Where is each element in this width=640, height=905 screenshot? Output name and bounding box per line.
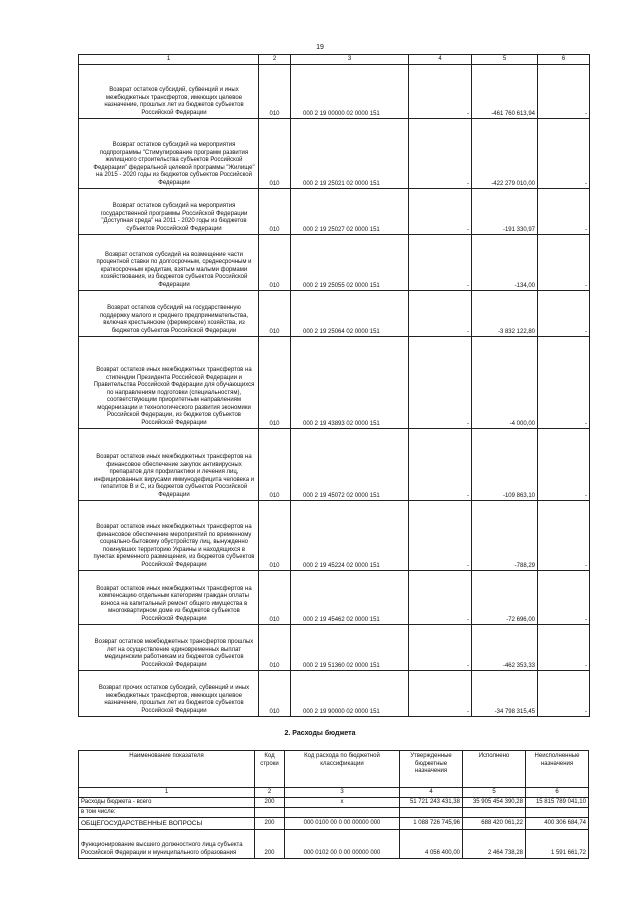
table-row [79, 808, 589, 818]
classification-code: 000 2 19 25064 02 0000 151 [291, 291, 409, 337]
executed-amount: -3 832 122,80 [472, 291, 538, 337]
unexecuted-amount: - [538, 235, 590, 291]
approved-amount: - [409, 571, 472, 625]
approved-amount: - [409, 291, 472, 337]
line-code: 010 [259, 119, 291, 189]
executed-amount: -4 000,00 [472, 337, 538, 429]
executed-amount: -788,29 [472, 501, 538, 571]
line-code: 010 [259, 291, 291, 337]
indicator-name: Возврат остатков иных межбюджетных трансфертов на финансовое обеспечение закупок антивирусных препаратов для профилактики и лечения лиц, инфицированных вирусами иммунодефицита человека и гепатитов B и C, из бюджетов субъектов Российской Федерации [79, 429, 259, 501]
classification-code: 000 0100 00 0 00 00000 000 [285, 818, 400, 830]
unexecuted-amount: - [538, 119, 590, 189]
unexecuted-amount: - [538, 65, 590, 119]
indicator-name: Расходы бюджета - всего [79, 798, 255, 808]
revenue-return-table [78, 54, 590, 717]
classification-code: 000 2 19 90000 02 0000 151 [291, 671, 409, 717]
classification-code: x [285, 798, 400, 808]
approved-amount [400, 808, 463, 818]
table-row [79, 337, 590, 429]
indicator-name: Возврат остатков субсидий, субвенций и иных межбюджетных трансфертов, имеющих целевое назначение, прошлых лет из бюджетов субъектов Российской Федерации [79, 65, 259, 119]
column-number: 4 [409, 55, 472, 65]
unexecuted-amount [526, 808, 589, 818]
classification-code: 000 2 19 45224 02 0000 151 [291, 501, 409, 571]
line-code: 010 [259, 189, 291, 235]
table-row [79, 189, 590, 235]
indicator-name: Возврат остатков иных межбюджетных трансфертов на компенсацию отдельным категориям граждан оплаты взноса на капитальный ремонт общего имущества в многоквартирном доме из бюджетов субъектов Российской Федерации [79, 571, 259, 625]
table-row [79, 818, 589, 830]
indicator-name: в том числе: [79, 808, 255, 818]
line-code: 010 [259, 625, 291, 671]
table-header-row [79, 55, 590, 65]
unexecuted-amount: - [538, 189, 590, 235]
approved-amount: - [409, 671, 472, 717]
column-number: 2 [255, 788, 285, 798]
executed-amount: -72 696,00 [472, 571, 538, 625]
column-number: 6 [538, 55, 590, 65]
indicator-name: Функционирование высшего должностного лица субъекта Российской Федерации и муниципального образования [79, 830, 255, 859]
line-code: 200 [255, 830, 285, 859]
executed-amount: -134,00 [472, 235, 538, 291]
indicator-name: Возврат прочих остатков субсидий, субвенций и иных межбюджетных трансфертов, имеющих целевое назначение, прошлых лет из бюджетов субъектов Российской Федерации [79, 671, 259, 717]
column-number: 6 [526, 788, 589, 798]
column-header: Наименование показателя [79, 751, 255, 788]
executed-amount: 35 905 454 390,28 [463, 798, 526, 808]
table-row [79, 830, 589, 859]
indicator-name: Возврат остатков субсидий на мероприятия государственной программы Российской Федерации "Доступная среда" на 2011 - 2020 годы из бюджетов субъектов Российской Федерации [79, 189, 259, 235]
indicator-name: Возврат остатков субсидий на государственную поддержку малого и среднего предпринимательства, включая крестьянские (фермерские) хозяйства, из бюджетов субъектов Российской Федерации [79, 291, 259, 337]
approved-amount: - [409, 235, 472, 291]
line-code: 010 [259, 337, 291, 429]
approved-amount: 4 056 400,00 [400, 830, 463, 859]
executed-amount [463, 808, 526, 818]
executed-amount: -34 798 315,45 [472, 671, 538, 717]
table-row [79, 571, 590, 625]
section-title: 2. Расходы бюджета [284, 730, 356, 737]
unexecuted-amount: - [538, 337, 590, 429]
classification-code: 000 2 19 51360 02 0000 151 [291, 625, 409, 671]
executed-amount: -422 279 010,00 [472, 119, 538, 189]
line-code: 010 [259, 571, 291, 625]
unexecuted-amount: - [538, 291, 590, 337]
classification-code: 000 2 19 43893 02 0000 151 [291, 337, 409, 429]
line-code: 200 [255, 798, 285, 808]
table-row [79, 625, 590, 671]
column-number: 3 [285, 788, 400, 798]
table-row [79, 65, 590, 119]
unexecuted-amount: - [538, 671, 590, 717]
table-row [79, 291, 590, 337]
column-number: 4 [400, 788, 463, 798]
approved-amount: - [409, 65, 472, 119]
indicator-name: ОБЩЕГОСУДАРСТВЕННЫЕ ВОПРОСЫ [79, 818, 255, 830]
executed-amount: 688 420 061,22 [463, 818, 526, 830]
column-header: Исполнено [463, 751, 526, 788]
classification-code: 000 2 19 45462 02 0000 151 [291, 571, 409, 625]
executed-amount: 2 464 738,28 [463, 830, 526, 859]
line-code: 010 [259, 429, 291, 501]
classification-code: 000 2 19 45072 02 0000 151 [291, 429, 409, 501]
line-code: 010 [259, 671, 291, 717]
column-number: 5 [463, 788, 526, 798]
executed-amount: -462 353,33 [472, 625, 538, 671]
column-header: Утвержденные бюджетные назначения [400, 751, 463, 788]
classification-code [285, 808, 400, 818]
approved-amount: - [409, 189, 472, 235]
column-number: 5 [472, 55, 538, 65]
column-header: Неисполненные назначения [526, 751, 589, 788]
column-number: 1 [79, 55, 259, 65]
column-index-row [79, 788, 589, 798]
approved-amount: - [409, 429, 472, 501]
classification-code: 000 2 19 25021 02 0000 151 [291, 119, 409, 189]
line-code: 200 [255, 818, 285, 830]
approved-amount: - [409, 625, 472, 671]
classification-code: 000 2 19 25027 02 0000 151 [291, 189, 409, 235]
table-row [79, 671, 590, 717]
line-code: 010 [259, 235, 291, 291]
approved-amount: - [409, 119, 472, 189]
unexecuted-amount: - [538, 429, 590, 501]
approved-amount: - [409, 337, 472, 429]
table-row [79, 119, 590, 189]
unexecuted-amount: - [538, 571, 590, 625]
unexecuted-amount: - [538, 501, 590, 571]
classification-code: 000 2 19 00000 02 0000 151 [291, 65, 409, 119]
executed-amount: -461 760 613,94 [472, 65, 538, 119]
unexecuted-amount: - [538, 625, 590, 671]
column-header: Код расхода по бюджетной классификации [285, 751, 400, 788]
indicator-name: Возврат остатков субсидий на возмещение части процентной ставки по долгосрочным, среднесрочным и краткосрочным кредитам, взятым малыми формами хозяйствования, из бюджетов субъектов Российской Федерации [79, 235, 259, 291]
line-code: 010 [259, 65, 291, 119]
approved-amount: 51 721 243 431,38 [400, 798, 463, 808]
executed-amount: -109 863,10 [472, 429, 538, 501]
classification-code: 000 0102 00 0 00 00000 000 [285, 830, 400, 859]
indicator-name: Возврат остатков субсидий на мероприятия подпрограммы "Стимулирование программ развития жилищного строительства субъектов Российской Федерации" федеральной целевой программы "Жилище" на 2015 - 2020 годы из бюджетов субъектов Российской Федерации [79, 119, 259, 189]
column-number: 3 [291, 55, 409, 65]
approved-amount: - [409, 501, 472, 571]
indicator-name: Возврат остатков иных межбюджетных трансфертов на финансовое обеспечение мероприятий по временному социально-бытовому обустройству лиц, вынужденно покинувших территорию Украины и находящихся в пунктах временного размещения, из бюджетов субъектов Российской Федерации [79, 501, 259, 571]
unexecuted-amount: 1 591 661,72 [526, 830, 589, 859]
table-row [79, 501, 590, 571]
line-code [255, 808, 285, 818]
column-number: 2 [259, 55, 291, 65]
page-number: 19 [316, 44, 324, 51]
column-header: Код строки [255, 751, 285, 788]
table-header-row [79, 751, 589, 788]
column-number: 1 [79, 788, 255, 798]
approved-amount: 1 088 726 745,96 [400, 818, 463, 830]
indicator-name: Возврат остатков иных межбюджетных трансфертов на стипендии Президента Российской Федерации и Правительства Российской Федерации для обучающихся по направлениям подготовки (специальностям), соответствующим приоритетным направлениям модернизации и технологического развития экономики Российской Федерации, из бюджетов субъектов Российской Федерации [79, 337, 259, 429]
classification-code: 000 2 19 25055 02 0000 151 [291, 235, 409, 291]
table-row [79, 429, 590, 501]
unexecuted-amount: 400 306 684,74 [526, 818, 589, 830]
table-row [79, 235, 590, 291]
unexecuted-amount: 15 815 789 041,10 [526, 798, 589, 808]
executed-amount: -191 330,97 [472, 189, 538, 235]
table-row [79, 798, 589, 808]
line-code: 010 [259, 501, 291, 571]
budget-expenses-table [78, 750, 589, 859]
indicator-name: Возврат остатков межбюджетных трансфертов прошлых лет на осуществление единовременных выплат медицинским работникам из бюджетов субъектов Российской Федерации [79, 625, 259, 671]
